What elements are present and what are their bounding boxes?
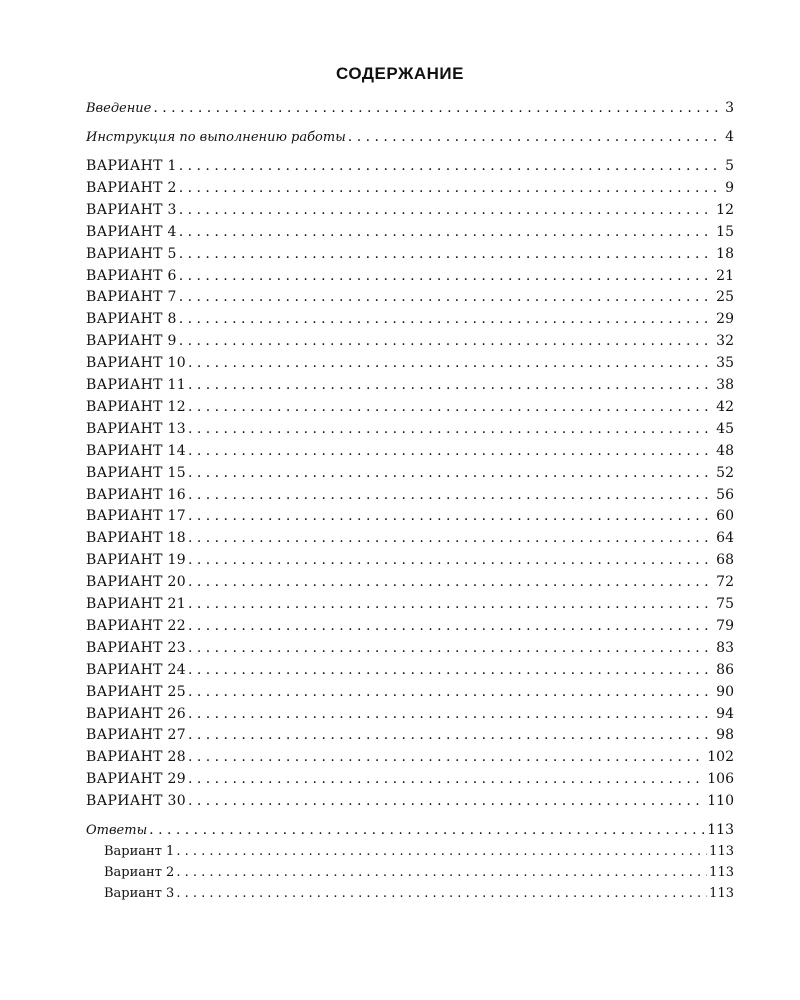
- dot-leader: [179, 288, 714, 306]
- dot-leader: [153, 99, 723, 117]
- toc-entry-label: ВАРИАНТ 6: [86, 268, 177, 284]
- toc-entry-instructions[interactable]: [86, 128, 734, 147]
- toc-entry-label: ВАРИАНТ 9: [86, 333, 177, 349]
- toc-entry-label: ВАРИАНТ 27: [86, 727, 186, 743]
- toc-entry-variant-10[interactable]: [86, 354, 734, 372]
- toc-entry-page: 12: [716, 202, 734, 218]
- toc-entry-label: ВАРИАНТ 5: [86, 246, 177, 262]
- dot-leader: [176, 843, 707, 861]
- toc-entry-variant-28[interactable]: [86, 748, 734, 766]
- dot-leader: [176, 885, 707, 903]
- toc-entry-variant-27[interactable]: [86, 726, 734, 744]
- dot-leader: [188, 770, 705, 788]
- toc-entry-variant-22[interactable]: [86, 617, 734, 635]
- toc-entry-page: 18: [716, 246, 734, 262]
- toc-entry-label: ВАРИАНТ 26: [86, 706, 186, 722]
- dot-leader: [188, 639, 714, 657]
- dot-leader: [188, 507, 714, 525]
- dot-leader: [179, 332, 714, 350]
- dot-leader: [188, 792, 705, 810]
- toc-entry-variant-21[interactable]: [86, 595, 734, 613]
- toc-entry-page: 113: [709, 886, 734, 901]
- dot-leader: [188, 442, 714, 460]
- toc-entry-answer-variant[interactable]: [104, 864, 734, 882]
- toc-entry-variant-14[interactable]: [86, 442, 734, 460]
- toc-entry-label: ВАРИАНТ 25: [86, 684, 186, 700]
- toc-entry-variant-2[interactable]: [86, 179, 734, 197]
- toc-entry-label: ВАРИАНТ 1: [86, 158, 177, 174]
- toc-entry-label: ВАРИАНТ 24: [86, 662, 186, 678]
- toc-entry-label: ВАРИАНТ 29: [86, 771, 186, 787]
- toc-entry-variant-1[interactable]: [86, 157, 734, 175]
- toc-entry-page: 45: [716, 421, 734, 437]
- toc-entry-page: 113: [709, 844, 734, 859]
- toc-entry-answers[interactable]: [86, 821, 734, 840]
- toc-entry-page: 60: [716, 508, 734, 524]
- toc-entry-page: 32: [716, 333, 734, 349]
- toc-entry-variant-20[interactable]: [86, 573, 734, 591]
- dot-leader: [179, 245, 714, 263]
- toc-entry-page: 9: [725, 180, 734, 196]
- toc-entry-variant-8[interactable]: [86, 310, 734, 328]
- toc-entry-page: 83: [716, 640, 734, 656]
- toc-entry-variant-26[interactable]: [86, 705, 734, 723]
- toc-entry-page: 15: [716, 224, 734, 240]
- dot-leader: [188, 354, 714, 372]
- toc-entry-page: 90: [716, 684, 734, 700]
- toc-entry-label: ВАРИАНТ 18: [86, 530, 186, 546]
- dot-leader: [179, 223, 714, 241]
- page-title: СОДЕРЖАНИЕ: [336, 64, 464, 83]
- dot-leader: [179, 310, 714, 328]
- dot-leader: [188, 726, 714, 744]
- toc-entry-page: 106: [707, 771, 734, 787]
- dot-leader: [188, 617, 714, 635]
- dot-leader: [179, 157, 723, 175]
- toc-entry-answer-variant[interactable]: [104, 885, 734, 903]
- dot-leader: [188, 486, 714, 504]
- toc-entry-page: 94: [716, 706, 734, 722]
- toc-entry-label: ВАРИАНТ 7: [86, 289, 177, 305]
- toc-entry-page: 102: [707, 749, 734, 765]
- toc-entry-variant-6[interactable]: [86, 267, 734, 285]
- dot-leader: [179, 267, 714, 285]
- toc-entry-page: 72: [716, 574, 734, 590]
- toc-entry-page: 21: [716, 268, 734, 284]
- dot-leader: [188, 748, 705, 766]
- toc-entry-variant-30[interactable]: [86, 792, 734, 810]
- toc-entry-page: 113: [707, 822, 734, 838]
- toc-entry-page: 25: [716, 289, 734, 305]
- toc-entry-label: Ответы: [86, 823, 148, 838]
- toc-entry-page: 48: [716, 443, 734, 459]
- toc-entry-variant-12[interactable]: [86, 398, 734, 416]
- toc-entry-label: ВАРИАНТ 30: [86, 793, 186, 809]
- toc-entry-label: ВАРИАНТ 3: [86, 202, 177, 218]
- toc-entry-variant-7[interactable]: [86, 288, 734, 306]
- toc-entry-variant-19[interactable]: [86, 551, 734, 569]
- dot-leader: [188, 551, 714, 569]
- dot-leader: [188, 529, 714, 547]
- dot-leader: [149, 821, 705, 839]
- dot-leader: [179, 201, 714, 219]
- toc-entry-page: 42: [716, 399, 734, 415]
- dot-leader: [188, 420, 714, 438]
- toc-entry-page: 75: [716, 596, 734, 612]
- toc-entry-page: 86: [716, 662, 734, 678]
- toc-entry-introduction[interactable]: [86, 99, 734, 118]
- toc-entry-page: 52: [716, 465, 734, 481]
- dot-leader: [188, 398, 714, 416]
- toc-entry-label: Вариант 3: [104, 886, 175, 901]
- toc-entry-variant-13[interactable]: [86, 420, 734, 438]
- toc-entry-label: ВАРИАНТ 17: [86, 508, 186, 524]
- toc-entry-label: Инструкция по выполнению работы: [86, 130, 346, 145]
- toc-entry-label: ВАРИАНТ 19: [86, 552, 186, 568]
- toc-entry-label: ВАРИАНТ 20: [86, 574, 186, 590]
- dot-leader: [188, 595, 714, 613]
- toc-entry-label: ВАРИАНТ 12: [86, 399, 186, 415]
- dot-leader: [188, 661, 714, 679]
- dot-leader: [176, 864, 707, 882]
- toc-entry-variant-11[interactable]: [86, 376, 734, 394]
- toc-entry-label: ВАРИАНТ 16: [86, 487, 186, 503]
- toc-entry-label: ВАРИАНТ 15: [86, 465, 186, 481]
- dot-leader: [348, 128, 723, 146]
- toc-entry-variant-4[interactable]: [86, 223, 734, 241]
- toc-entry-variant-24[interactable]: [86, 661, 734, 679]
- toc-entry-page: 29: [716, 311, 734, 327]
- toc-entry-answer-variant[interactable]: [104, 843, 734, 861]
- toc-entry-variant-29[interactable]: [86, 770, 734, 788]
- toc-entry-page: 56: [716, 487, 734, 503]
- toc-entry-variant-3[interactable]: [86, 201, 734, 219]
- toc-entry-label: ВАРИАНТ 10: [86, 355, 186, 371]
- toc-entry-label: ВАРИАНТ 2: [86, 180, 177, 196]
- toc-entry-page: 110: [707, 793, 734, 809]
- toc-entry-page: 68: [716, 552, 734, 568]
- toc-entry-label: ВАРИАНТ 4: [86, 224, 177, 240]
- toc-entry-variant-23[interactable]: [86, 639, 734, 657]
- toc-entry-label: Введение: [86, 101, 152, 116]
- toc-entry-variant-15[interactable]: [86, 464, 734, 482]
- toc-entry-page: 38: [716, 377, 734, 393]
- toc-entry-variant-9[interactable]: [86, 332, 734, 350]
- toc-entry-variant-5[interactable]: [86, 245, 734, 263]
- dot-leader: [188, 376, 714, 394]
- toc-entry-label: ВАРИАНТ 28: [86, 749, 186, 765]
- dot-leader: [188, 464, 714, 482]
- toc-entry-label: ВАРИАНТ 13: [86, 421, 186, 437]
- toc-entry-page: 113: [709, 865, 734, 880]
- toc-entry-page: 79: [716, 618, 734, 634]
- toc-entry-page: 3: [725, 100, 734, 116]
- toc-entry-label: ВАРИАНТ 14: [86, 443, 186, 459]
- toc-entry-variant-25[interactable]: [86, 683, 734, 701]
- toc-entry-label: Вариант 1: [104, 844, 175, 859]
- toc-entry-page: 35: [716, 355, 734, 371]
- toc-entry-page: 98: [716, 727, 734, 743]
- dot-leader: [179, 179, 723, 197]
- toc-entry-page: 64: [716, 530, 734, 546]
- dot-leader: [188, 683, 714, 701]
- toc-entry-variant-17[interactable]: [86, 507, 734, 525]
- toc-entry-variant-18[interactable]: [86, 529, 734, 547]
- toc-entry-page: 4: [725, 129, 734, 145]
- toc-entry-variant-16[interactable]: [86, 486, 734, 504]
- toc-entry-label: ВАРИАНТ 11: [86, 377, 186, 393]
- toc-entry-label: Вариант 2: [104, 865, 175, 880]
- toc-entry-label: ВАРИАНТ 23: [86, 640, 186, 656]
- dot-leader: [188, 705, 714, 723]
- toc-entry-label: ВАРИАНТ 22: [86, 618, 186, 634]
- dot-leader: [188, 573, 714, 591]
- toc-entry-page: 5: [725, 158, 734, 174]
- toc-entry-label: ВАРИАНТ 8: [86, 311, 177, 327]
- toc-entry-label: ВАРИАНТ 21: [86, 596, 186, 612]
